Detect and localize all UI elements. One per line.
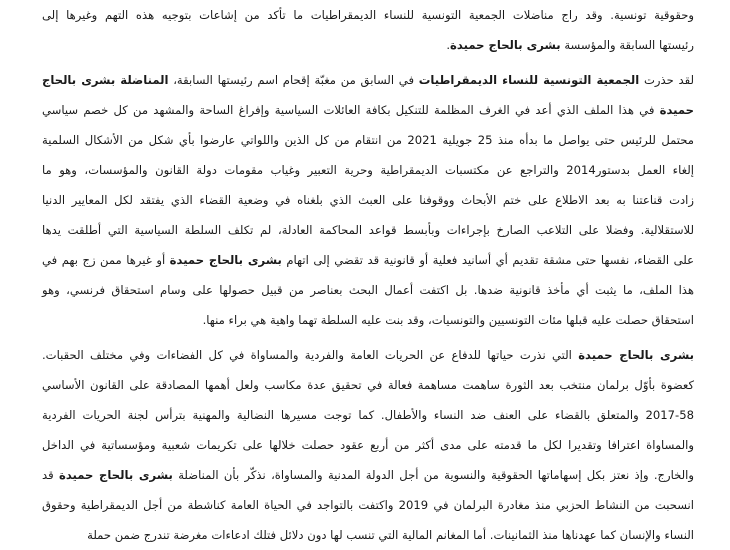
text-run: . bbox=[446, 38, 451, 52]
text-line bbox=[42, 0, 694, 30]
text-line bbox=[42, 460, 694, 490]
text-run: 2017-58 والمتعلق بالقضاء على العنف ضد النساء والأطفال. كما توجت مسيرها النضالية والمهنية بترأس لجنة الحريات الفردية bbox=[42, 408, 694, 422]
text-line bbox=[42, 305, 694, 335]
text-line bbox=[42, 155, 694, 185]
text-run: النساء والإنسان كما عهدناها منذ الثمانينات. أما المغانم المالية التي تنسب لها دون دلائل فتلك ادعاءات مغرضة تندرج ضمن حملة bbox=[87, 528, 694, 542]
text-run: كعضوة بأوّل برلمان منتخب بعد الثورة ساهمت مساهمة فعالة في تحقيق عدة مكاسب ولعل أهمها المصادقة على القانون الأساسي bbox=[42, 378, 694, 392]
text-line bbox=[42, 400, 694, 430]
text-line bbox=[42, 275, 694, 305]
text-run: أو غيرها ممن زج بهم في bbox=[42, 253, 170, 267]
bold-name-run: حميدة bbox=[659, 103, 694, 117]
text-line bbox=[42, 245, 694, 275]
text-line bbox=[42, 65, 694, 95]
text-run: والمساواة اعترافا وتقديرا لكل ما قدمته على مدى أكثر من أربع عقود حصلت خلالها على تكريمات شعبية ومؤسساتية في الداخل bbox=[42, 438, 694, 452]
bold-name-run: بشرى بالحاج حميدة bbox=[58, 468, 173, 482]
text-run: في هذا الملف الذي أعد في الغرف المظلمة للتنكيل بكافة العائلات السياسية وإفراغ الساحة والمشهد من كل خصم سياسي bbox=[42, 103, 660, 117]
bold-name-run: المناضلة بشرى بالحاج bbox=[42, 73, 169, 87]
text-run: والخارج. وإذ نعتز بكل إسهاماتها الحقوقية والنسوية من أجل الدولة المدنية والمساواة، نذكّر بأن المناضلة bbox=[172, 468, 695, 482]
text-line bbox=[42, 430, 694, 460]
text-run: وحقوقية تونسية. وقد راج مناضلات الجمعية التونسية للنساء الديمقراطيات ما تأكد من إشاعات بتوجيه هذه التهم وغيرها إلى bbox=[42, 8, 694, 22]
text-run: في السابق من مغبّة إقحام اسم رئيستها السابقة، bbox=[168, 73, 419, 87]
text-line bbox=[42, 185, 694, 215]
text-line bbox=[42, 340, 694, 370]
text-run: هذا الملف، ما يثبت أي مأخذ قانونية ضدها. بل اكتفت أعمال البحث بعناصر من قبيل حصولها على وسام استحقاق فرنسي، وهو bbox=[42, 283, 694, 297]
text-run: رئيستها السابقة والمؤسسة bbox=[560, 38, 694, 52]
text-run: التي نذرت حياتها للدفاع عن الحريات العامة والفردية والمساواة في كل الفضاءات وفي مختلف الحقبات. bbox=[42, 348, 579, 362]
article-page bbox=[42, 0, 695, 542]
text-run: على القضاء، نفسها حتى مشقة تقديم أي أسانيد فعلية أو قانونية قد تقضي إلى اتهام bbox=[281, 253, 694, 267]
text-run: استحقاق حصلت عليه قبلها مئات التونسيين والتونسيات، وقد بنت عليه السلطة تهما واهية هي براء منها. bbox=[202, 313, 694, 327]
bold-name-run: بشرى بالحاج حميدة bbox=[169, 253, 282, 267]
text-run: إلغاء العمل بدستور2014 والتراجع عن مكتسبات الديمقراطية وحرية التعبير وغياب مقومات دولة القانون والمؤسسات، وهو ما bbox=[42, 163, 694, 177]
text-line bbox=[42, 215, 694, 245]
text-line bbox=[42, 30, 694, 60]
text-run: انسحبت من النشاط الحزبي منذ مغادرة البرلمان في 2019 واكتفت بالتواجد في الحياة العامة كناشطة من أجل الديمقراطية وحقوق bbox=[42, 498, 694, 512]
bold-name-run: بشرى بالحاج حميدة bbox=[578, 348, 694, 362]
text-run: محتمل للرئيس حتى يواصل ما بدأه منذ 25 جويلية 2021 من انتقام من كل الذين واللواتي عارضوا بأي شكل من الأشكال السلمية bbox=[42, 133, 694, 147]
text-run: لقد حذرت bbox=[639, 73, 694, 87]
text-line bbox=[42, 490, 694, 520]
text-run: للاستقلالية. وفضلا على التلاعب الصارخ بإجراءات وبأبسط قواعد المحاكمة العادلة، لم تكلف السلطة السياسية التي أطلقت يدها bbox=[42, 223, 694, 237]
text-line bbox=[42, 95, 694, 125]
text-run: زادت قناعتنا به بعد الاطلاع على ختم الأبحاث ووقوفنا على العبث الذي بلغناه في وضعية القضاء الذي يفتقد لكل المعايير الدنيا bbox=[42, 193, 694, 207]
text-line bbox=[42, 370, 694, 400]
text-line bbox=[42, 125, 694, 155]
text-line bbox=[42, 520, 694, 550]
bold-name-run: الجمعية التونسية للنساء الديمقراطيات bbox=[418, 73, 640, 87]
text-run: قد bbox=[42, 468, 59, 482]
bold-name-run: بشرى بالحاج حميدة bbox=[450, 38, 561, 52]
